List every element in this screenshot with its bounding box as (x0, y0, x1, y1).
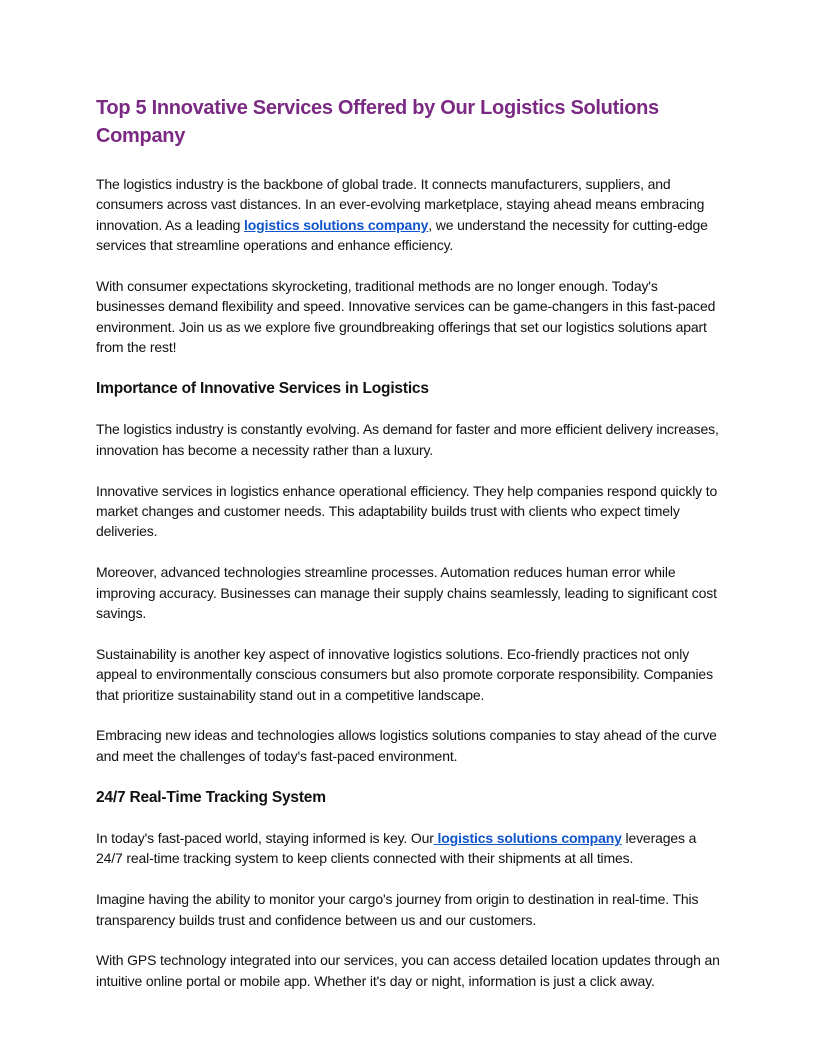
tracking-paragraph-2: Imagine having the ability to monitor your cargo's journey from origin to destination in real-time. This transparency builds trust and confidence between us and our customers. (96, 891, 699, 928)
importance-paragraph-3: Moreover, advanced technologies streamline processes. Automation reduces human error while improving accuracy. Businesses can manage their supply chains seamlessly, leading to significant cost savings. (96, 564, 717, 622)
importance-paragraph-5: Embracing new ideas and technologies allows logistics solutions companies to stay ahead of the curve and meet the challenges of today's fast-paced environment. (96, 727, 717, 764)
section-heading-importance: Importance of Innovative Services in Logistics (96, 380, 429, 398)
importance-paragraph-1: The logistics industry is constantly evolving. As demand for faster and more efficient delivery increases, innovation has become a necessity rather than a luxury. (96, 421, 719, 458)
intro-paragraph-2: With consumer expectations skyrocketing, traditional methods are no longer enough. Today's businesses demand flexibility and speed. Innovative services can be game-changers in this fast-paced environment. Join us as we explore five groundbreaking offerings that set our logistics solutions apart from the rest! (96, 278, 716, 356)
tracking-paragraph-1 (96, 828, 726, 869)
tracking-paragraph-3: With GPS technology integrated into our services, you can access detailed location updates through an intuitive online portal or mobile app. Whether it's day or night, information is just a click away. (96, 952, 720, 989)
importance-paragraph-4: Sustainability is another key aspect of innovative logistics solutions. Eco-friendly practices not only appeal to environmentally conscious consumers but also promote corporate responsibility. Companies that prioritize sustainability stand out in a competitive landscape. (96, 645, 713, 703)
tracking-p1-after: leverages a 24/7 real-time tracking system to keep clients connected with their shipments at all times. (96, 830, 697, 867)
intro-p1-before: The logistics industry is the backbone of global trade. It connects manufacturers, suppliers, and consumers across vast distances. In an ever-evolving marketplace, staying ahead means embracing innovation. As a leading (96, 176, 705, 233)
intro-paragraph-1 (96, 174, 726, 256)
page-title: Top 5 Innovative Services Offered by Our Logistics Solutions Company (96, 97, 659, 147)
logistics-company-link-1[interactable]: logistics solutions company (244, 216, 429, 233)
tracking-p1-before: In today's fast-paced world, staying informed is key. Our (96, 830, 434, 847)
section-heading-tracking: 24/7 Real-Time Tracking System (96, 788, 326, 806)
intro-p1-after: , we understand the necessity for cutting-edge services that streamline operations and enhance efficiency. (96, 216, 708, 254)
logistics-company-link-2[interactable]: logistics solutions company (433, 830, 622, 847)
importance-paragraph-2: Innovative services in logistics enhance operational efficiency. They help companies respond quickly to market changes and customer needs. This adaptability builds trust with clients who expect timely deliveries. (96, 482, 718, 540)
